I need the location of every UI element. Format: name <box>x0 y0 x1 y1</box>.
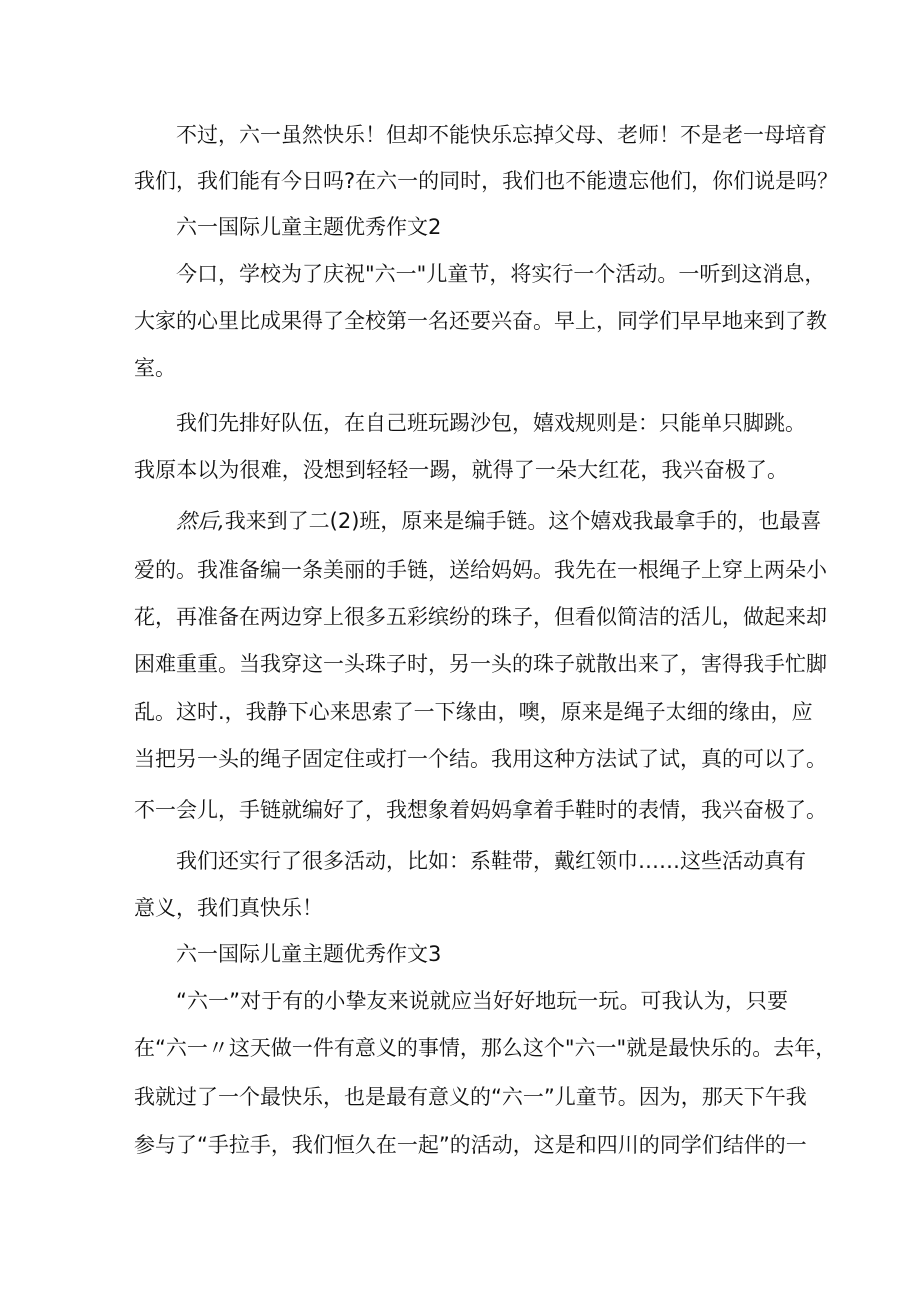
paragraph-line-start <box>176 508 821 534</box>
paragraph-line: 当把另一头的绳子固定住或打一个结。我用这种方法试了试，真的可以了。 <box>134 747 827 771</box>
paragraph-line: 今口，学校为了庆祝"六一"儿童节，将实行一个活动。一听到这消息， <box>176 262 826 286</box>
paragraph-line: 不过，六一虽然快乐！但却不能快乐忘掉父母、老师！不是老一母培育 <box>176 123 827 147</box>
paragraph-line: 大家的心里比成果得了全校第一名还要兴奋。早上，同学们早早地来到了教 <box>134 309 827 333</box>
paragraph-line: 花，再准备在两边穿上很多五彩缤纷的珠子，但看似简洁的活儿，做起来却 <box>134 605 827 629</box>
paragraph-line: 乱。这时.，我静下心来思索了一下缘由，噢，原来是绳子太细的缘由，应 <box>134 700 813 724</box>
paragraph-line: 在“六一〃这天做一件有意义的事情，那么这个"六一"就是最快乐的。去年， <box>134 1036 837 1060</box>
paragraph-line: 爱的。我准备编一条美丽的手链，送给妈妈。我先在一根绳子上穿上两朵小 <box>134 558 827 582</box>
paragraph-line: 我原本以为很难，没想到轻轻一踢，就得了一朵大红花，我兴奋极了。 <box>134 458 788 482</box>
paragraph-line: 我们先排好队伍，在自己班玩踢沙包，嬉戏规则是：只能单只脚跳。 <box>176 411 806 435</box>
paragraph-line: 我就过了一个最快乐，也是最有意义的“六一”儿童节。因为，那天下午我 <box>134 1085 807 1109</box>
paragraph-line: 我们还实行了很多活动，比如：系鞋带，戴红领巾……这些活动真有 <box>176 849 806 873</box>
paragraph-line-rest: 我来到了二(2)班，原来是编手链。这个嬉戏我最拿手的，也最喜 <box>224 509 822 533</box>
section-heading: 六一国际儿童主题优秀作文3 <box>176 942 442 966</box>
paragraph-line: 参与了“手拉手，我们恒久在一起”的活动，这是和四川的同学们结伴的一 <box>134 1133 807 1157</box>
paragraph-line: 我们，我们能有今日吗?在六一的同时，我们也不能遗忘他们，你们说是吗？ <box>134 169 839 193</box>
paragraph-line: 室。 <box>134 356 176 380</box>
paragraph-line: 不一会儿，手链就编好了，我想象着妈妈拿着手鞋时的表情，我兴奋极了。 <box>134 798 827 822</box>
paragraph-line: 意义，我们真快乐！ <box>134 896 323 920</box>
paragraph-line: “六一”对于有的小挚友来说就应当好好地玩一玩。可我认为，只要 <box>176 989 788 1013</box>
section-heading: 六一国际儿童主题优秀作文2 <box>176 215 442 239</box>
italic-word: 然后, <box>176 509 225 533</box>
paragraph-line: 困难重重。当我穿这一头珠子时，另一头的珠子就散出来了，害得我手忙脚 <box>134 652 827 676</box>
